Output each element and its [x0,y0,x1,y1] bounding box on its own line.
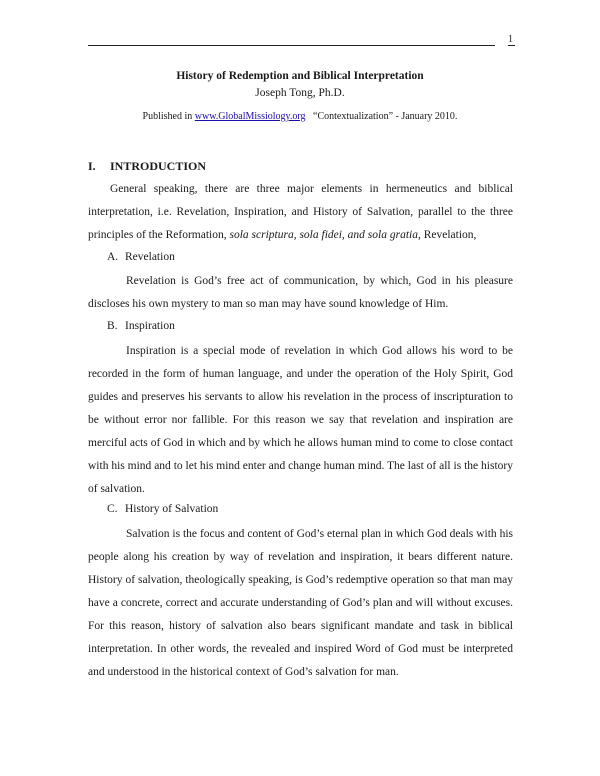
subsection-heading-inspiration [107,320,175,332]
published-suffix: “Contextualization” - January 2010. [313,111,458,122]
document-title: History of Redemption and Biblical Interpretation [176,70,424,82]
document-author: Joseph Tong, Ph.D. [255,87,345,99]
section-number: I. [88,159,96,173]
subsection-letter: B. [107,320,118,332]
subsection-letter: A. [107,251,119,263]
intro-text-after: , Revelation, [417,229,477,241]
intro-reformation-principles: sola scriptura, sola fidei, and sola gratia [229,229,418,241]
page-number: 1 [508,34,513,45]
subsection-heading-revelation [107,251,175,263]
header-rule-tick [508,45,515,46]
section-heading [88,159,206,174]
subsection-title: Revelation [125,251,175,263]
subsection-title: History of Salvation [125,503,219,515]
intro-text-before: General speaking, there are three major elements in hermeneutics and biblical interpretation, i.e. Revelation, Inspiration, and History of Salvation, parallel to the three principles of the Reformation, [88,183,513,241]
inspiration-paragraph: Inspiration is a special mode of revelation in which God allows his word to be recorded in the form of human language, and under the operation of the Holy Spirit, God guides and preserves his servants to allow his revelation in the process of inscripturation to be without error nor fallible. For this reason we say that revelation and inspiration are merciful acts of God in which and by which he allows human mind to come to close contact with his mind and to let his mind enter and change human mind. The last of all is the history of salvation. [88,345,513,495]
global-missiology-link[interactable]: www.GlobalMissiology.org [194,111,306,122]
revelation-paragraph: Revelation is God’s free act of communication, by which, God in his pleasure discloses his own mystery to man so man may have sound knowledge of Him. [88,275,513,310]
header-rule [88,45,495,46]
section-heading-text: INTRODUCTION [110,159,207,173]
intro-paragraph [88,178,513,247]
history-of-salvation-paragraph: Salvation is the focus and content of God’s eternal plan in which God deals with his people along his creation by way of revelation and inspiration, it bears different nature. History of salvation, theologically speaking, is God’s redemptive operation so that man may have a concrete, correct and accurate understanding of God’s plan and will without excuses. For this reason, history of salvation also bears significant mandate and task in biblical interpretation. In other words, the revealed and inspired Word of God must be interpreted and understood in the historical context of God’s salvation for man. [88,528,513,678]
subsection-heading-history-of-salvation [107,503,218,515]
publication-line [0,111,600,122]
published-prefix: Published in [142,111,193,122]
subsection-letter: C. [107,503,118,515]
subsection-title: Inspiration [125,320,175,332]
